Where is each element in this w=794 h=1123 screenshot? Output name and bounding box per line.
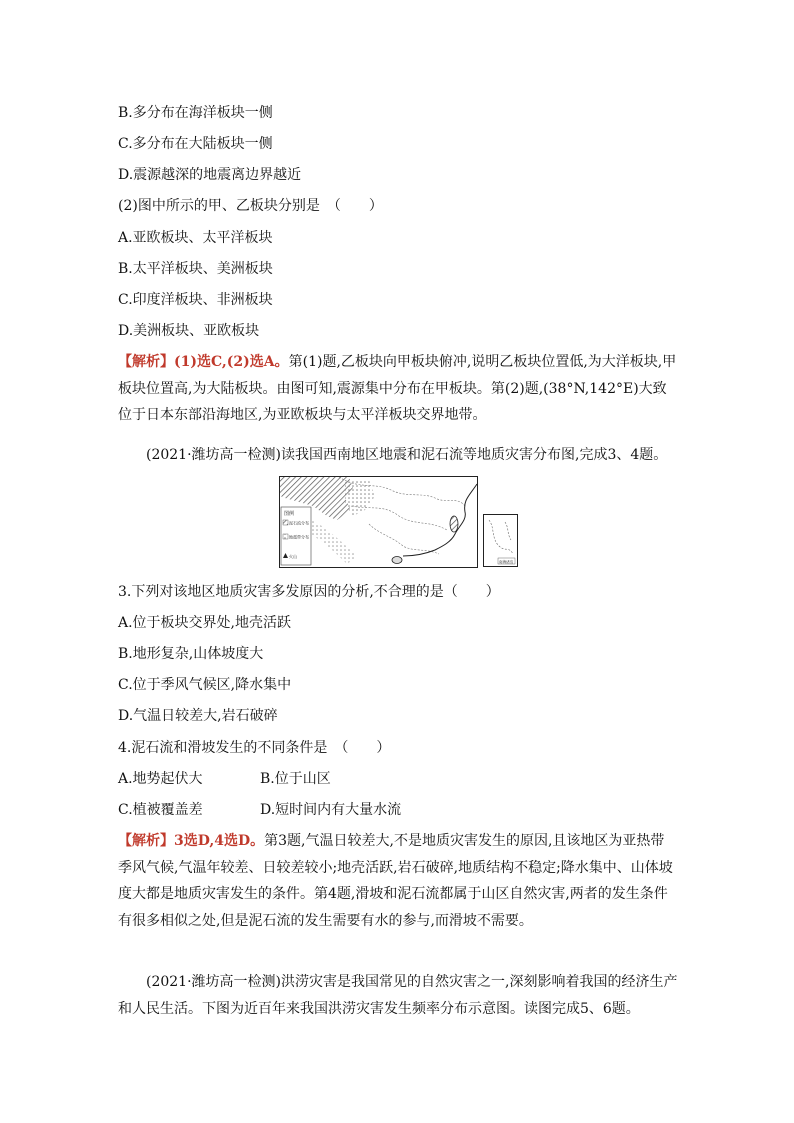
analysis-answer: (1)选C,(2)选A。 xyxy=(174,354,289,370)
intro-q3-q4: (2021·潍坊高一检测)读我国西南地区地震和泥石流等地质灾害分布图,完成3、4题。 xyxy=(146,447,668,463)
option-a: A.位于板块交界处,地壳活跃 xyxy=(118,615,292,631)
legend-volcano: 火山 xyxy=(289,554,297,559)
question-4-stem: 4.泥石流和滑坡发生的不同条件是 （ ） xyxy=(118,740,391,756)
analysis-2 xyxy=(118,828,678,934)
option-d: D.气温日较差大,岩石破碎 xyxy=(118,708,278,724)
analysis-tag: 【解析】 xyxy=(118,833,174,849)
analysis-1 xyxy=(118,349,678,429)
legend-earthquake-belt: 地震带分布 xyxy=(289,534,309,540)
analysis-tag: 【解析】 xyxy=(118,354,174,370)
analysis-text: 第(1)题,乙板块向甲板块俯冲,说明乙板块位置低,为大洋板块,甲板块位置高,为大陆板块。由图可知,震源集中分布在甲板块。第(2)题,(38°N,142°E)大致位于日本东部沿海地区,为亚欧板块与太平洋板块交界地带。 xyxy=(118,354,677,423)
question-3-stem: 3.下列对该地区地质灾害多发原因的分析,不合理的是（ ） xyxy=(118,584,500,600)
option-a: A.地势起伏大 xyxy=(118,771,203,787)
inset-label: 南海诸岛 xyxy=(499,559,514,564)
option-c: C.植被覆盖差 xyxy=(118,802,203,818)
option-b: B.地形复杂,山体坡度大 xyxy=(118,646,264,662)
geological-hazard-map xyxy=(279,476,519,568)
option-b: B.太平洋板块、美洲板块 xyxy=(118,261,273,277)
option-c: C.位于季风气候区,降水集中 xyxy=(118,677,292,693)
intro-q5-q6: (2021·潍坊高一检测)洪涝灾害是我国常见的自然灾害之一,深刻影响着我国的经济生产和人民生活。下图为近百年来我国洪涝灾害发生频率分布示意图。读图完成5、6题。 xyxy=(118,974,678,1017)
taiwan-island xyxy=(450,516,458,532)
legend-debris-flow: 泥石流分布 xyxy=(289,520,309,526)
option-c: C.印度洋板块、非洲板块 xyxy=(118,292,273,308)
hainan-island xyxy=(392,557,402,564)
question-2-2-stem: (2)图中所示的甲、乙板块分别是 （ ） xyxy=(118,198,383,214)
legend-title: 图例 xyxy=(284,511,295,517)
analysis-text: 第3题,气温日较差大,不是地质灾害发生的原因,且该地区为亚热带季风气候,气温年较差、日较差较小;地壳活跃,岩石破碎,地质结构不稳定;降水集中、山体坡度大都是地质灾害发生的条件。第4题,滑坡和泥石流都属于山区自然灾害,两者的发生条件有很多相似之处,但是泥石流的发生需要有水的参与,而滑坡不需要。 xyxy=(118,833,673,929)
analysis-answer: 3选D,4选D。 xyxy=(174,833,265,849)
option-d: D.美洲板块、亚欧板块 xyxy=(118,323,260,339)
option-d: D.震源越深的地震离边界越近 xyxy=(118,167,302,183)
option-b: B.位于山区 xyxy=(260,771,331,787)
option-d: D.短时间内有大量水流 xyxy=(260,802,402,818)
option-b: B.多分布在海洋板块一侧 xyxy=(118,105,273,121)
option-a: A.亚欧板块、太平洋板块 xyxy=(118,230,273,246)
option-c: C.多分布在大陆板块一侧 xyxy=(118,136,273,152)
